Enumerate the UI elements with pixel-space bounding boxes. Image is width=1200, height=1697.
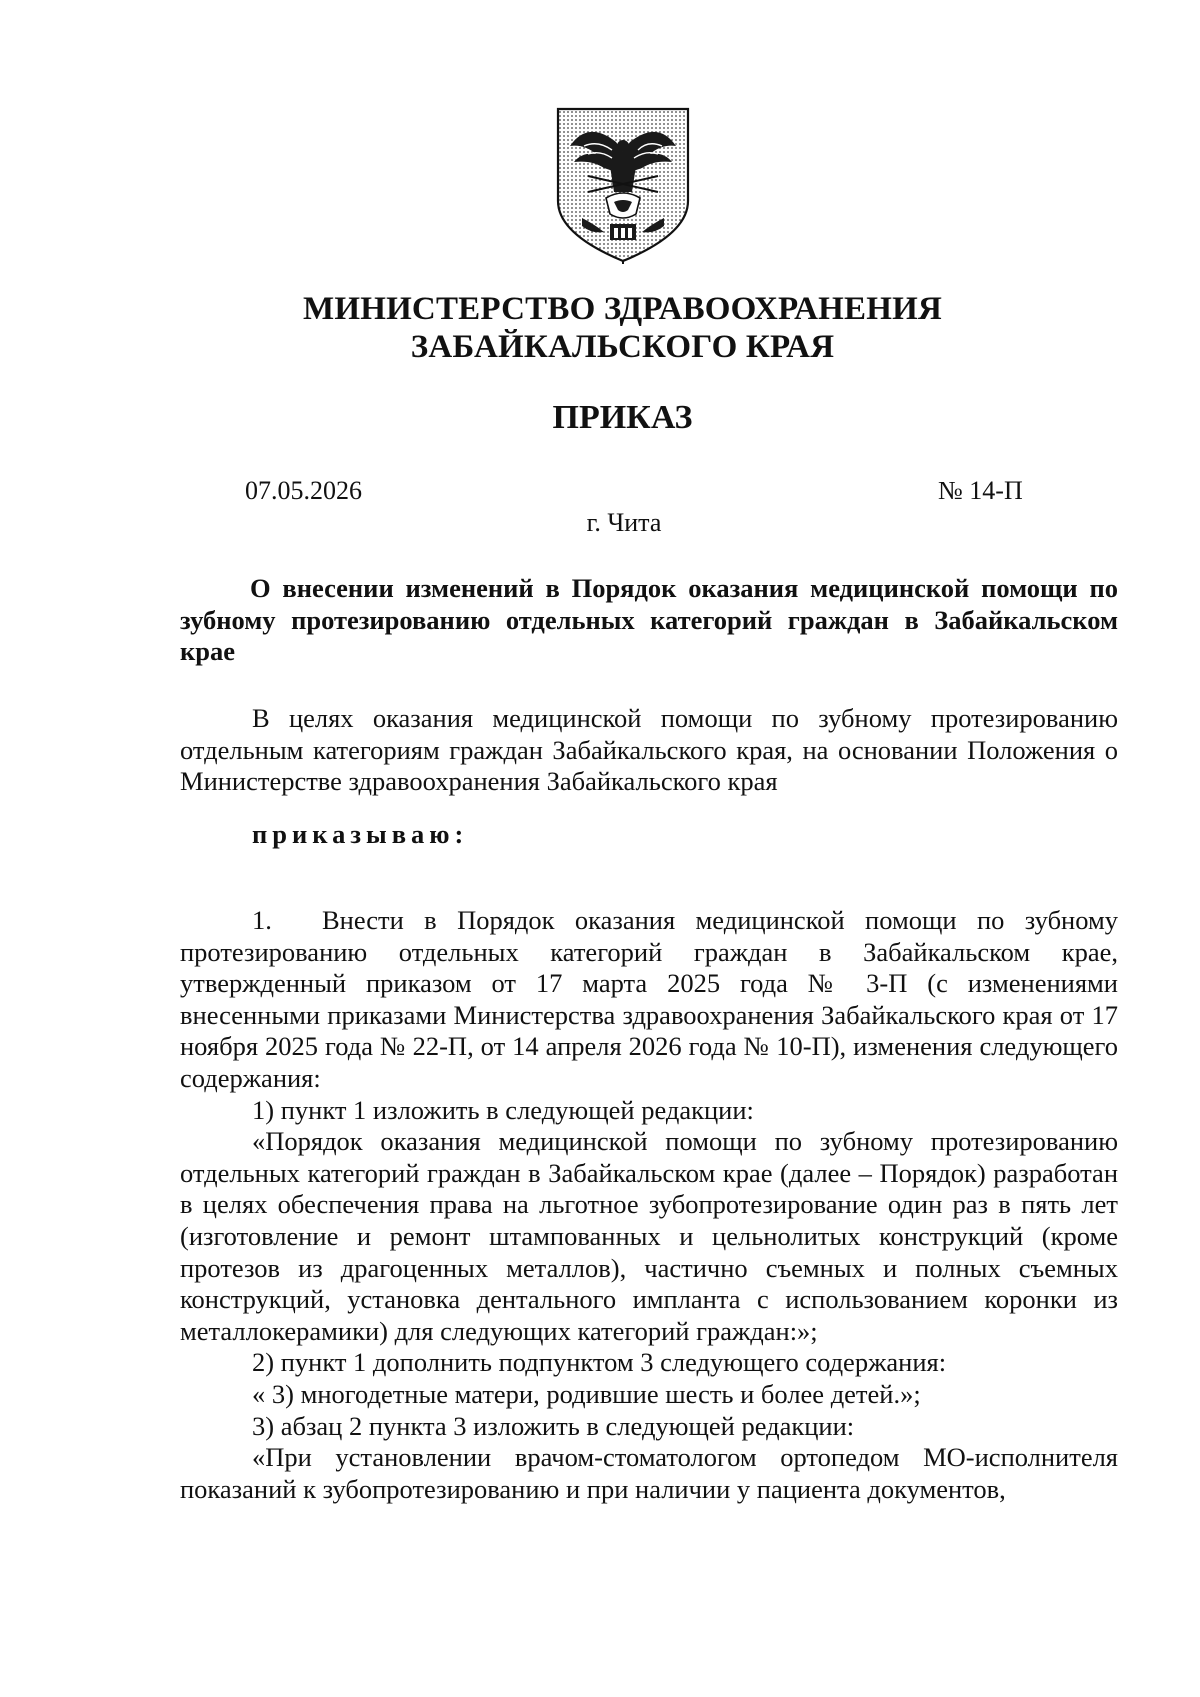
order-subject-text: О внесении изменений в Порядок оказания медицинской помощи по зубному протезированию отдельных категорий граждан в Забайкальском крае — [180, 573, 1118, 667]
subitem-3: 3) абзац 2 пункта 3 изложить в следующей редакции: — [252, 1410, 855, 1441]
order-city: г. Чита — [586, 508, 662, 537]
ministry-name-line2: ЗАБАЙКАЛЬСКОГО КРАЯ — [410, 329, 835, 365]
item-1-number: 1. — [252, 905, 272, 935]
order-subject — [180, 573, 1118, 668]
order-date: 07.05.2026 — [245, 476, 362, 505]
order-number: № 14-П — [938, 476, 1023, 505]
subitem-1: 1) пункт 1 изложить в следующей редакции: — [252, 1094, 754, 1125]
order-title: ПРИКАЗ — [552, 399, 693, 436]
preamble-paragraph: В целях оказания медицинской помощи по зубному протезированию отдельным категориям граждан Забайкальского края, на основании Положения о Министерстве здравоохранения Забайкальского края — [180, 703, 1118, 797]
item-1-text: Внести в Порядок оказания медицинской помощи по зубному протезированию отдельных категорий граждан в Забайкальском крае, утвержденный приказом от 17 марта 2025 года № 3-П (с изменениями внесенными приказами Министерства здравоохранения Забайкальского края от 17 ноября 2025 года № 22-П, от 14 апреля 2026 года № 10-П), изменения следующего содержания: — [180, 905, 1118, 1093]
ministry-name-line1: МИНИСТЕРСТВО ЗДРАВООХРАНЕНИЯ — [302, 291, 943, 327]
decree-word: приказываю: — [252, 819, 469, 849]
coat-of-arms-icon — [554, 106, 692, 264]
order-body — [180, 905, 1118, 1505]
subitem-3-quote: «При установлении врачом-стоматологом ортопедом МО-исполнителя показаний к зубопротезированию и при наличии у пациента документов, — [180, 1442, 1118, 1504]
subitem-1-quote: «Порядок оказания медицинской помощи по зубному протезированию отдельных категорий граждан в Забайкальском крае (далее – Порядок) разработан в целях обеспечения права на льготное зубопротезирование один раз в пять лет (изготовление и ремонт штампованных и цельнолитых конструкций (кроме протезов из драгоценных металлов), частично съемных и полных съемных конструкций, установка дентального импланта с использованием коронки из металлокерамики) для следующих категорий граждан:»; — [180, 1126, 1118, 1346]
ministry-name — [0, 290, 1200, 366]
item-1-paragraph — [180, 905, 1118, 1095]
subitem-2: 2) пункт 1 дополнить подпунктом 3 следующего содержания: — [252, 1347, 947, 1378]
subitem-2-quote: « 3) многодетные матери, родившие шесть и более детей.»; — [252, 1378, 921, 1409]
